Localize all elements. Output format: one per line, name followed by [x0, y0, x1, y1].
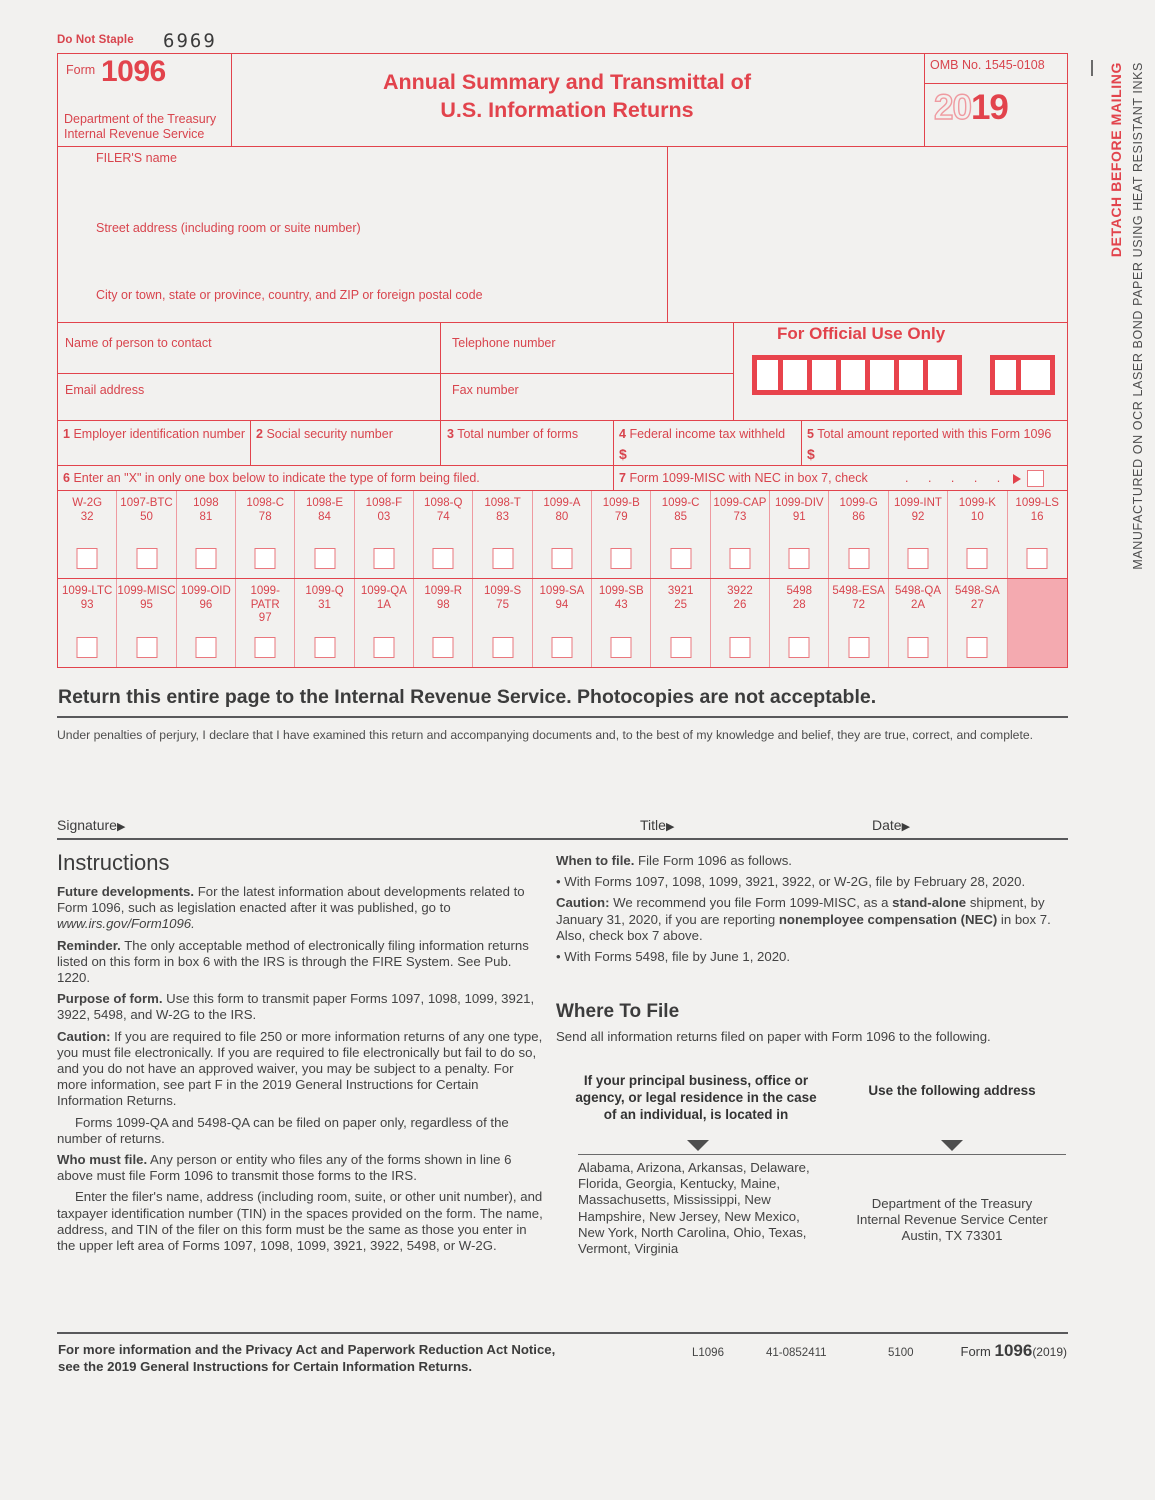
form-type-checkbox[interactable]	[611, 548, 632, 569]
form-type-cell-1099-sb[interactable]	[592, 579, 651, 667]
ocr-cell	[786, 360, 812, 390]
form-type-checkbox[interactable]	[255, 637, 276, 658]
footer-code-ein: 41-0852411	[766, 1347, 827, 1359]
form-number: 1096	[101, 55, 166, 88]
ocr-cell	[1024, 360, 1050, 390]
form-type-label: 1098-C 78	[246, 497, 285, 523]
instruction-paragraph: • With Forms 1097, 1098, 1099, 3921, 3922, or W-2G, file by February 28, 2020.	[556, 874, 1026, 890]
omb-number: OMB No. 1545-0108	[930, 58, 1045, 72]
instructions-left-column	[57, 884, 543, 1259]
form-type-cell-1099-cap[interactable]	[711, 491, 770, 578]
instruction-paragraph: • With Forms 5498, file by June 1, 2020.	[556, 949, 791, 965]
form-type-label: 1099-S 75	[484, 585, 522, 611]
box6-label: 6 Enter an "X" in only one box below to indicate the type of form being filed.	[63, 471, 480, 485]
form-type-checkbox[interactable]	[551, 637, 572, 658]
form-type-label: 1098-F 03	[365, 497, 403, 523]
box2-label: 2 Social security number	[256, 427, 393, 441]
instruction-paragraph: Purpose of form. Use this form to transmit paper Forms 1097, 1098, 1099, 3921, 3922, 5498, and W-2G to the IRS.	[57, 991, 535, 1023]
form-type-checkbox[interactable]	[670, 548, 691, 569]
wtf-col2-header: Use the following address	[868, 1083, 1036, 1098]
signature-label: Signature▶	[57, 817, 126, 833]
form-type-cell-blank	[1008, 579, 1067, 667]
wtf-states-list: Alabama, Arizona, Arkansas, Delaware, Florida, Georgia, Kentucky, Maine, Massachusetts, Mississippi, New Hampshire, New Jersey, New Mexico, New York, North Carolina, Ohio, Texas, Vermont, Virginia	[578, 1160, 810, 1257]
form-type-cell-5498[interactable]	[770, 579, 829, 667]
filers-name-label: FILER'S name	[96, 151, 177, 165]
form-title: Annual Summary and Transmittal of U.S. Information Returns	[383, 70, 751, 122]
instruction-paragraph: Enter the filer's name, address (including room, suite, or other unit number), and taxpayer identification number (TIN) in the spaces provided on the form. The name, address, and TIN of the filer on this form must be the same as those you enter in the upper left area of Forms 1097, 1098, 1099, 3921, 3922, 5498, or W-2G.	[57, 1189, 543, 1254]
form-type-label: 1098-T 83	[484, 497, 521, 523]
ocr-cell	[844, 360, 870, 390]
do-not-staple-label: Do Not Staple	[57, 34, 134, 46]
form-type-label: 1099-SA 94	[539, 585, 585, 611]
form-type-cell-5498-esa[interactable]	[829, 579, 888, 667]
form-type-cell-1099-int[interactable]	[889, 491, 948, 578]
form-type-checkbox[interactable]	[373, 637, 394, 658]
form-type-label: 1099-LTC 93	[62, 585, 113, 611]
form-type-label: 1099-R 98	[424, 585, 463, 611]
instruction-paragraph: Future developments. For the latest information about developments related to Form 1096, such as legislation enacted after it was published, go to www.irs.gov/Form1096.	[57, 884, 525, 932]
form-type-cell-1099-sa[interactable]	[533, 579, 592, 667]
form-type-label: 3921 25	[667, 585, 694, 611]
form-type-cell-1098-q[interactable]	[414, 491, 473, 578]
filer-vline	[667, 146, 668, 322]
form-type-label: 5498-SA 27	[954, 585, 1000, 611]
form-type-checkbox[interactable]	[848, 548, 869, 569]
form-type-cell-5498-qa[interactable]	[889, 579, 948, 667]
form-type-label: 1099-LS 16	[1015, 497, 1059, 523]
box5-label: 5 Total amount reported with this Form 1096	[807, 427, 1052, 441]
ocr-cell	[902, 360, 928, 390]
form-type-cell-1098-c[interactable]	[236, 491, 295, 578]
form-type-label: 1099-B 79	[602, 497, 640, 523]
wtf-col1-arrow-icon	[687, 1140, 709, 1151]
telephone-label: Telephone number	[452, 336, 556, 350]
form-type-label: 1099-CAP 73	[713, 497, 767, 523]
form-type-checkbox[interactable]	[848, 637, 869, 658]
form-type-cell-1099-misc[interactable]	[117, 579, 176, 667]
wtf-address: Department of the Treasury Internal Revenue Service Center Austin, TX 73301	[856, 1196, 1048, 1244]
form-type-checkbox[interactable]	[314, 637, 335, 658]
form-type-checkbox[interactable]	[1027, 548, 1048, 569]
footer-rule	[57, 1332, 1068, 1334]
street-address-label: Street address (including room or suite number)	[96, 221, 361, 235]
form-type-cell-1099-a[interactable]	[533, 491, 592, 578]
form-type-checkbox[interactable]	[492, 548, 513, 569]
form-type-label: 1099-A 80	[543, 497, 581, 523]
form-type-cell-3922[interactable]	[711, 579, 770, 667]
ocr-cell	[757, 360, 783, 390]
where-to-file-heading: Where To File	[556, 1001, 680, 1022]
footer-code-l: L1096	[692, 1347, 724, 1359]
form-type-label: 1098-Q 74	[424, 497, 463, 523]
form-type-label: 1098-E 84	[306, 497, 344, 523]
form-type-checkbox[interactable]	[551, 548, 572, 569]
form-type-label: 5498-QA 2A	[894, 585, 941, 611]
form-type-label: 1099-C 85	[661, 497, 700, 523]
form-type-label: 1099-OID 96	[180, 585, 231, 611]
instruction-paragraph: Caution: If you are required to file 250 or more information returns of any one type, you must file electronically. If you are required to file electronically but fail to do so, and you do not have an approved waiver, you may be subject to a penalty. For more information, see part F in the 2019 General Instructions for Certain Information Returns.	[57, 1028, 543, 1109]
instruction-paragraph: When to file. File Form 1096 as follows.	[556, 853, 792, 868]
form-type-cell-1099-q[interactable]	[295, 579, 354, 667]
form-type-checkbox[interactable]	[136, 548, 157, 569]
box4-label: 4 Federal income tax withheld	[619, 427, 786, 441]
omb-divider	[924, 83, 1068, 84]
form-type-cell-1099-s[interactable]	[473, 579, 532, 667]
line7-vline	[613, 465, 614, 490]
form-type-checkbox[interactable]	[789, 548, 810, 569]
control-digits: 6969	[163, 30, 217, 52]
ocr-cell	[815, 360, 841, 390]
signature-rule	[57, 838, 1068, 840]
form-type-cell-1099-div[interactable]	[770, 491, 829, 578]
form-type-cell-w-2g[interactable]	[58, 491, 117, 578]
title-label: Title▶	[640, 817, 675, 833]
contact-person-label: Name of person to contact	[65, 336, 212, 350]
form-type-label: 1099-Q 31	[305, 585, 344, 611]
form-type-checkbox[interactable]	[255, 548, 276, 569]
form-type-cell-1099-g[interactable]	[829, 491, 888, 578]
box7-checkbox[interactable]	[1027, 470, 1044, 487]
form-type-cell-1098[interactable]	[177, 491, 236, 578]
form-type-cell-3921[interactable]	[651, 579, 710, 667]
official-use-boxes-group-1	[752, 355, 962, 395]
box7-label: 7 Form 1099-MISC with NEC in box 7, check	[619, 471, 868, 485]
nb-vline-4	[801, 420, 802, 465]
form-word-label: Form	[66, 63, 96, 77]
nb-vline-2	[440, 420, 441, 465]
form-type-checkbox[interactable]	[729, 548, 750, 569]
form-type-cell-1099-c[interactable]	[651, 491, 710, 578]
ocr-cell	[873, 360, 899, 390]
title-arrow-icon: ▶	[665, 821, 675, 833]
fax-label: Fax number	[452, 383, 519, 397]
form-type-cell-5498-sa[interactable]	[948, 579, 1007, 667]
form-type-cell-1099-patr[interactable]	[236, 579, 295, 667]
wtf-col1-header: If your principal business, office or agency, or legal residence in the case of an individual, is located in	[575, 1073, 817, 1122]
footer-form-id: Form 1096(2019)	[960, 1341, 1067, 1360]
form-type-checkbox[interactable]	[136, 637, 157, 658]
official-use-boxes-group-2	[990, 355, 1055, 395]
form-type-label: W-2G 32	[72, 497, 103, 523]
ocr-cell	[995, 360, 1021, 390]
department-name: Department of the Treasury Internal Revenue Service	[64, 112, 217, 141]
perjury-statement: Under penalties of perjury, I declare that I have examined this return and accompanying documents and, to the best of my knowledge and belief, they are true, correct, and complete.	[57, 728, 1034, 742]
form-type-grid-row-2	[58, 579, 1067, 667]
box7-arrow-icon	[1013, 474, 1021, 484]
box4-currency: $	[619, 446, 627, 462]
form-type-checkbox[interactable]	[314, 548, 335, 569]
form-type-label: 1099-INT 92	[894, 497, 942, 523]
form-type-cell-1099-k[interactable]	[948, 491, 1007, 578]
email-label: Email address	[65, 383, 145, 397]
form-type-label: 1099-QA 1A	[360, 585, 407, 611]
contact-vline-2	[733, 322, 734, 420]
form-type-label: 1099-SB 43	[598, 585, 644, 611]
form-type-grid-row-1	[58, 491, 1067, 578]
city-state-zip-label: City or town, state or province, country, and ZIP or foreign postal code	[96, 288, 483, 302]
form-type-cell-1099-ltc[interactable]	[58, 579, 117, 667]
box1-label: 1 Employer identification number	[63, 427, 246, 441]
form-type-label: 1099-MISC 95	[117, 585, 176, 611]
form-type-label: 5498 28	[786, 585, 813, 611]
form-type-label: 1098 81	[193, 497, 219, 523]
numbered-divider	[57, 465, 1068, 466]
form-type-label: 1099- PATR 97	[250, 585, 280, 624]
date-arrow-icon: ▶	[901, 821, 911, 833]
form-type-cell-1098-f[interactable]	[355, 491, 414, 578]
instruction-paragraph: Who must file. Any person or entity who files any of the forms shown in line 6 above must file Form 1096 to transmit those forms to the IRS.	[57, 1152, 512, 1184]
official-use-title: For Official Use Only	[777, 324, 946, 343]
form-type-checkbox[interactable]	[77, 548, 98, 569]
instructions-right-column	[556, 853, 1066, 970]
alignment-tick	[1091, 60, 1093, 76]
form-type-label: 1099-K 10	[958, 497, 996, 523]
footer-notice: For more information and the Privacy Act and Paperwork Reduction Act Notice, see the 2019 General Instructions for Certain Information Returns.	[58, 1342, 556, 1374]
form-type-checkbox[interactable]	[373, 548, 394, 569]
contact-divider-2	[57, 420, 1068, 421]
signature-arrow-icon: ▶	[116, 821, 126, 833]
contact-divider-1	[57, 373, 733, 374]
footer-code-num: 5100	[888, 1347, 914, 1359]
header-divider	[57, 146, 1068, 147]
box3-label: 3 Total number of forms	[447, 427, 579, 441]
wtf-table-rule	[578, 1154, 1066, 1155]
nb-vline-3	[613, 420, 614, 465]
wtf-col2-arrow-icon	[941, 1140, 963, 1151]
form-type-checkbox[interactable]	[77, 637, 98, 658]
box5-currency: $	[807, 446, 815, 462]
form-type-checkbox[interactable]	[967, 548, 988, 569]
instruction-paragraph: Caution: We recommend you file Form 1099-MISC, as a stand-alone shipment, by January 31, 2020, if you are reporting nonemployee compensation (NEC) in box 7. Also, check box 7 above.	[556, 895, 1051, 943]
form-type-checkbox[interactable]	[789, 637, 810, 658]
form-type-label: 3922 26	[727, 585, 753, 611]
return-notice: Return this entire page to the Internal Revenue Service. Photocopies are not acceptable.	[58, 686, 877, 708]
form-type-cell-1098-t[interactable]	[473, 491, 532, 578]
form-type-label: 1099-DIV 91	[775, 497, 824, 523]
where-to-file-intro: Send all information returns filed on paper with Form 1096 to the following.	[556, 1029, 991, 1044]
instruction-paragraph: Reminder. The only acceptable method of electronically filing information returns listed on this form in box 6 with the IRS is through the FIRE System. See Pub. 1220.	[57, 937, 529, 986]
instruction-paragraph: Forms 1099-QA and 5498-QA can be filed on paper only, regardless of the number of returns.	[57, 1114, 509, 1146]
form-type-cell-1099-r[interactable]	[414, 579, 473, 667]
ocr-cell	[931, 360, 957, 390]
form-type-cell-1099-oid[interactable]	[177, 579, 236, 667]
tax-year: 2019	[934, 88, 1008, 127]
form-type-checkbox[interactable]	[433, 548, 454, 569]
notice-rule	[57, 716, 1068, 718]
form-type-checkbox[interactable]	[433, 637, 454, 658]
form-type-cell-1099-qa[interactable]	[355, 579, 414, 667]
form-type-label: 1099-G 86	[839, 497, 878, 523]
detach-before-mailing-text: DETACH BEFORE MAILING	[1108, 62, 1124, 258]
form-type-checkbox[interactable]	[195, 637, 216, 658]
date-label: Date▶	[872, 817, 911, 833]
contact-vline-1	[440, 322, 441, 420]
form-type-cell-1098-e[interactable]	[295, 491, 354, 578]
form-type-label: 5498-ESA 72	[832, 585, 885, 611]
instructions-heading: Instructions	[57, 850, 170, 875]
form-type-checkbox[interactable]	[907, 637, 928, 658]
form-type-cell-1099-ls[interactable]	[1008, 491, 1067, 578]
form-type-checkbox[interactable]	[195, 548, 216, 569]
form-type-checkbox[interactable]	[492, 637, 513, 658]
manufactured-paper-text: MANUFACTURED ON OCR LASER BOND PAPER USING HEAT RESISTANT INKS	[1131, 62, 1145, 570]
nb-vline-1	[250, 420, 251, 465]
header-vline-2	[924, 53, 925, 146]
form-type-checkbox[interactable]	[670, 637, 691, 658]
form-type-checkbox[interactable]	[967, 637, 988, 658]
form-type-label: 1097-BTC 50	[120, 497, 173, 523]
form-type-checkbox[interactable]	[611, 637, 632, 658]
box7-leader-dots: . . . . .	[905, 471, 1009, 485]
form-type-checkbox[interactable]	[729, 637, 750, 658]
form-type-cell-1097-btc[interactable]	[117, 491, 176, 578]
form-type-cell-1099-b[interactable]	[592, 491, 651, 578]
form-type-checkbox[interactable]	[907, 548, 928, 569]
